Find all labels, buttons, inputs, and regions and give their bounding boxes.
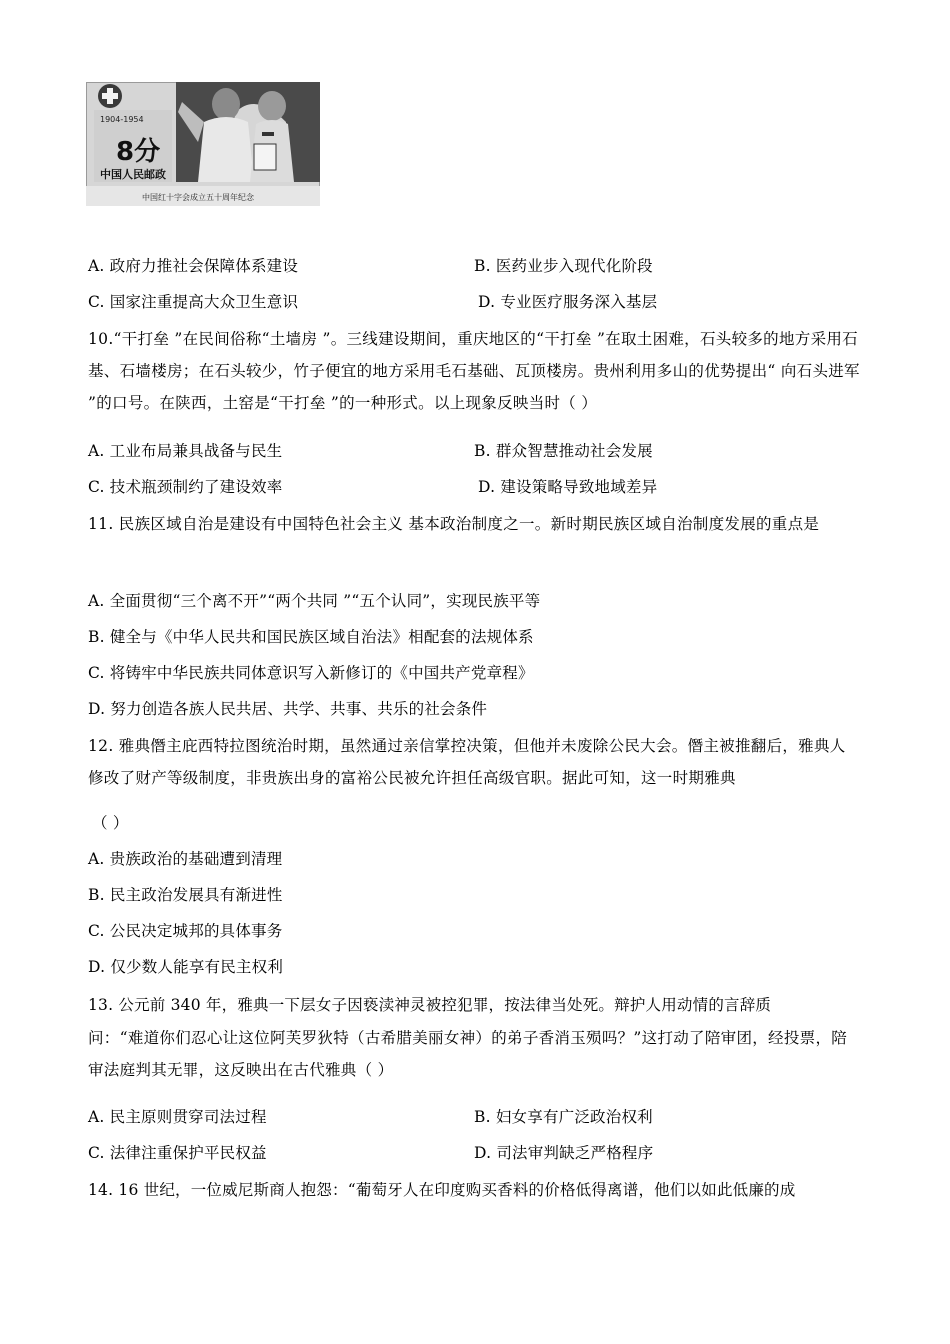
q9-option-a: A. 政府力推社会保障体系建设 <box>88 257 299 275</box>
q10-option-b: B. 群众智慧推动社会发展 <box>474 442 653 460</box>
q10-stem: 10.“干打垒 ”在民间俗称“土墙房 ”。三线建设期间，重庆地区的“干打垒 ”在取土困难，石头较多的地方采用石基、石墙楼房；在石头较少，竹子便宜的地方采用毛石基础、瓦顶楼房。贵州利用多山的优势提出“ 向石头进军 ”的口号。在陕西，土窑是“干打垒 ”的一种形式。以上现象反映当时（ ） <box>88 330 860 412</box>
stamp-caption: 中国红十字会成立五十周年纪念 <box>142 193 254 202</box>
q13-stem-line1: 13. 公元前 340 年，雅典一下层女子因亵渎神灵被控犯罪，按法律当处死。辩护人用动情的言辞质 <box>88 996 772 1014</box>
q12-option-a: A. 贵族政治的基础遭到清理 <box>88 850 283 868</box>
q11-option-a: A. 全面贯彻“三个离不开”“两个共同 ”“五个认同”，实现民族平等 <box>88 592 541 610</box>
stamp-value: 8分 <box>116 137 161 167</box>
q12-option-d: D. 仅少数人能享有民主权利 <box>88 958 284 976</box>
q13-option-a: A. 民主原则贯穿司法过程 <box>88 1108 267 1126</box>
q9-option-b: B. 医药业步入现代化阶段 <box>474 257 653 275</box>
q10-option-d: D. 建设策略导致地域差异 <box>478 478 658 496</box>
q12-option-c: C. 公民决定城邦的具体事务 <box>88 922 283 940</box>
q13-option-c: C. 法律注重保护平民权益 <box>88 1144 267 1162</box>
q13-stem-rest: 问：“难道你们忍心让这位阿芙罗狄特（古希腊美丽女神）的弟子香消玉殒吗？”这打动了陪审团，经投票，陪审法庭判其无罪，这反映出在古代雅典（ ） <box>88 1029 848 1079</box>
q14-stem: 14. 16 世纪，一位威尼斯商人抱怨：“葡萄牙人在印度购买香料的价格低得离谱，他们以如此低廉的成 <box>88 1181 796 1199</box>
q11-option-c: C. 将铸牢中华民族共同体意识写入新修订的《中国共产党章程》 <box>88 664 534 682</box>
q13-option-b: B. 妇女享有广泛政治权利 <box>474 1108 653 1126</box>
red-cross-stamp-image <box>86 82 320 206</box>
q12-stem: 12. 雅典僭主庇西特拉图统治时期，虽然通过亲信掌控决策，但他并未废除公民大会。僭主被推翻后，雅典人修改了财产等级制度，非贵族出身的富裕公民被允许担任高级官职。据此可知，这一时期雅典 <box>88 737 846 787</box>
q12-blank: （ ） <box>92 814 129 832</box>
stamp-country: 中国人民邮政 <box>100 168 166 181</box>
q11-stem: 11. 民族区域自治是建设有中国特色社会主义 基本政治制度之一。新时期民族区域自治制度发展的重点是 <box>88 515 820 533</box>
q11-option-d: D. 努力创造各族人民共居、共学、共事、共乐的社会条件 <box>88 700 488 718</box>
q10-option-c: C. 技术瓶颈制约了建设效率 <box>88 478 283 496</box>
q9-option-c: C. 国家注重提高大众卫生意识 <box>88 293 299 311</box>
q9-option-d: D. 专业医疗服务深入基层 <box>478 293 658 311</box>
stamp-years: 1904-1954 <box>100 115 144 124</box>
q11-option-b: B. 健全与《中华人民共和国民族区域自治法》相配套的法规体系 <box>88 628 534 646</box>
red-cross-icon <box>98 84 122 108</box>
q10-option-a: A. 工业布局兼具战备与民生 <box>88 442 283 460</box>
q13-option-d: D. 司法审判缺乏严格程序 <box>474 1144 654 1162</box>
q12-option-b: B. 民主政治发展具有渐进性 <box>88 886 283 904</box>
